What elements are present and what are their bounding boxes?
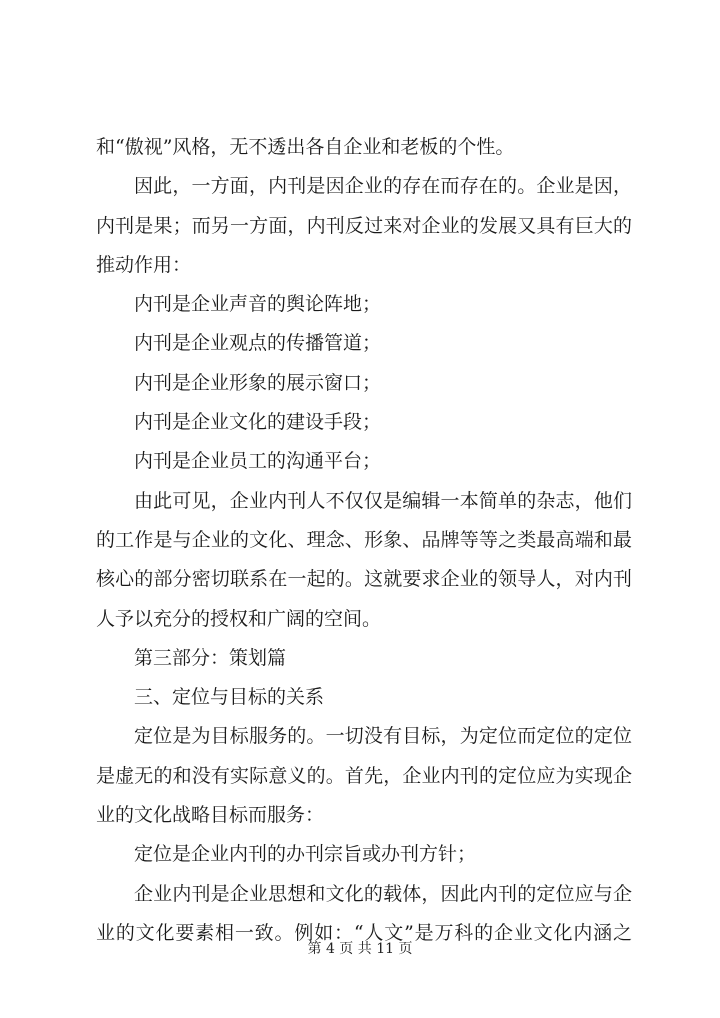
text-line: 企业内刊是企业思想和文化的载体，因此内刊的定位应与企	[134, 882, 632, 905]
section-heading: 第三部分：策划篇	[134, 646, 287, 669]
text-line: 人予以充分的授权和广阔的空间。	[96, 607, 382, 630]
subsection-heading: 三、定位与目标的关系	[134, 686, 325, 709]
text-line: 核心的部分密切联系在一起的。这就要求企业的领导人，对内刊	[96, 568, 632, 591]
text-line: 定位是企业内刊的办刊宗旨或办刊方针；	[134, 843, 477, 866]
text-line: 业的文化战略目标而服务：	[96, 804, 325, 827]
text-line: 推动作用：	[96, 253, 192, 276]
text-line: 由此可见，企业内刊人不仅仅是编辑一本简单的杂志，他们	[134, 489, 632, 512]
text-line: 内刊是企业观点的传播管道；	[134, 332, 382, 355]
text-line: 因此，一方面，内刊是因企业的存在而存在的。企业是因，	[134, 175, 632, 198]
body-text	[96, 128, 632, 953]
text-line: 内刊是企业声音的舆论阵地；	[134, 293, 382, 316]
text-line: 的工作是与企业的文化、理念、形象、品牌等等之类最高端和最	[96, 528, 632, 551]
text-line: 内刊是企业形象的展示窗口；	[134, 371, 382, 394]
text-line: 内刊是企业员工的沟通平台；	[134, 450, 382, 473]
text-line: 和“傲视”风格，无不透出各自企业和老板的个性。	[96, 136, 515, 158]
page-number-footer: 第 4 页 共 11 页	[307, 941, 413, 957]
text-line: 业的文化要素相一致。例如：“人文”是万科的企业文化内涵之	[96, 921, 632, 944]
text-line: 是虚无的和没有实际意义的。首先，企业内刊的定位应为实现企	[96, 764, 632, 787]
text-line: 内刊是果；而另一方面，内刊反过来对企业的发展又具有巨大的	[96, 214, 632, 237]
text-line: 内刊是企业文化的建设手段；	[134, 411, 382, 434]
text-line: 定位是为目标服务的。一切没有目标，为定位而定位的定位	[134, 725, 632, 748]
